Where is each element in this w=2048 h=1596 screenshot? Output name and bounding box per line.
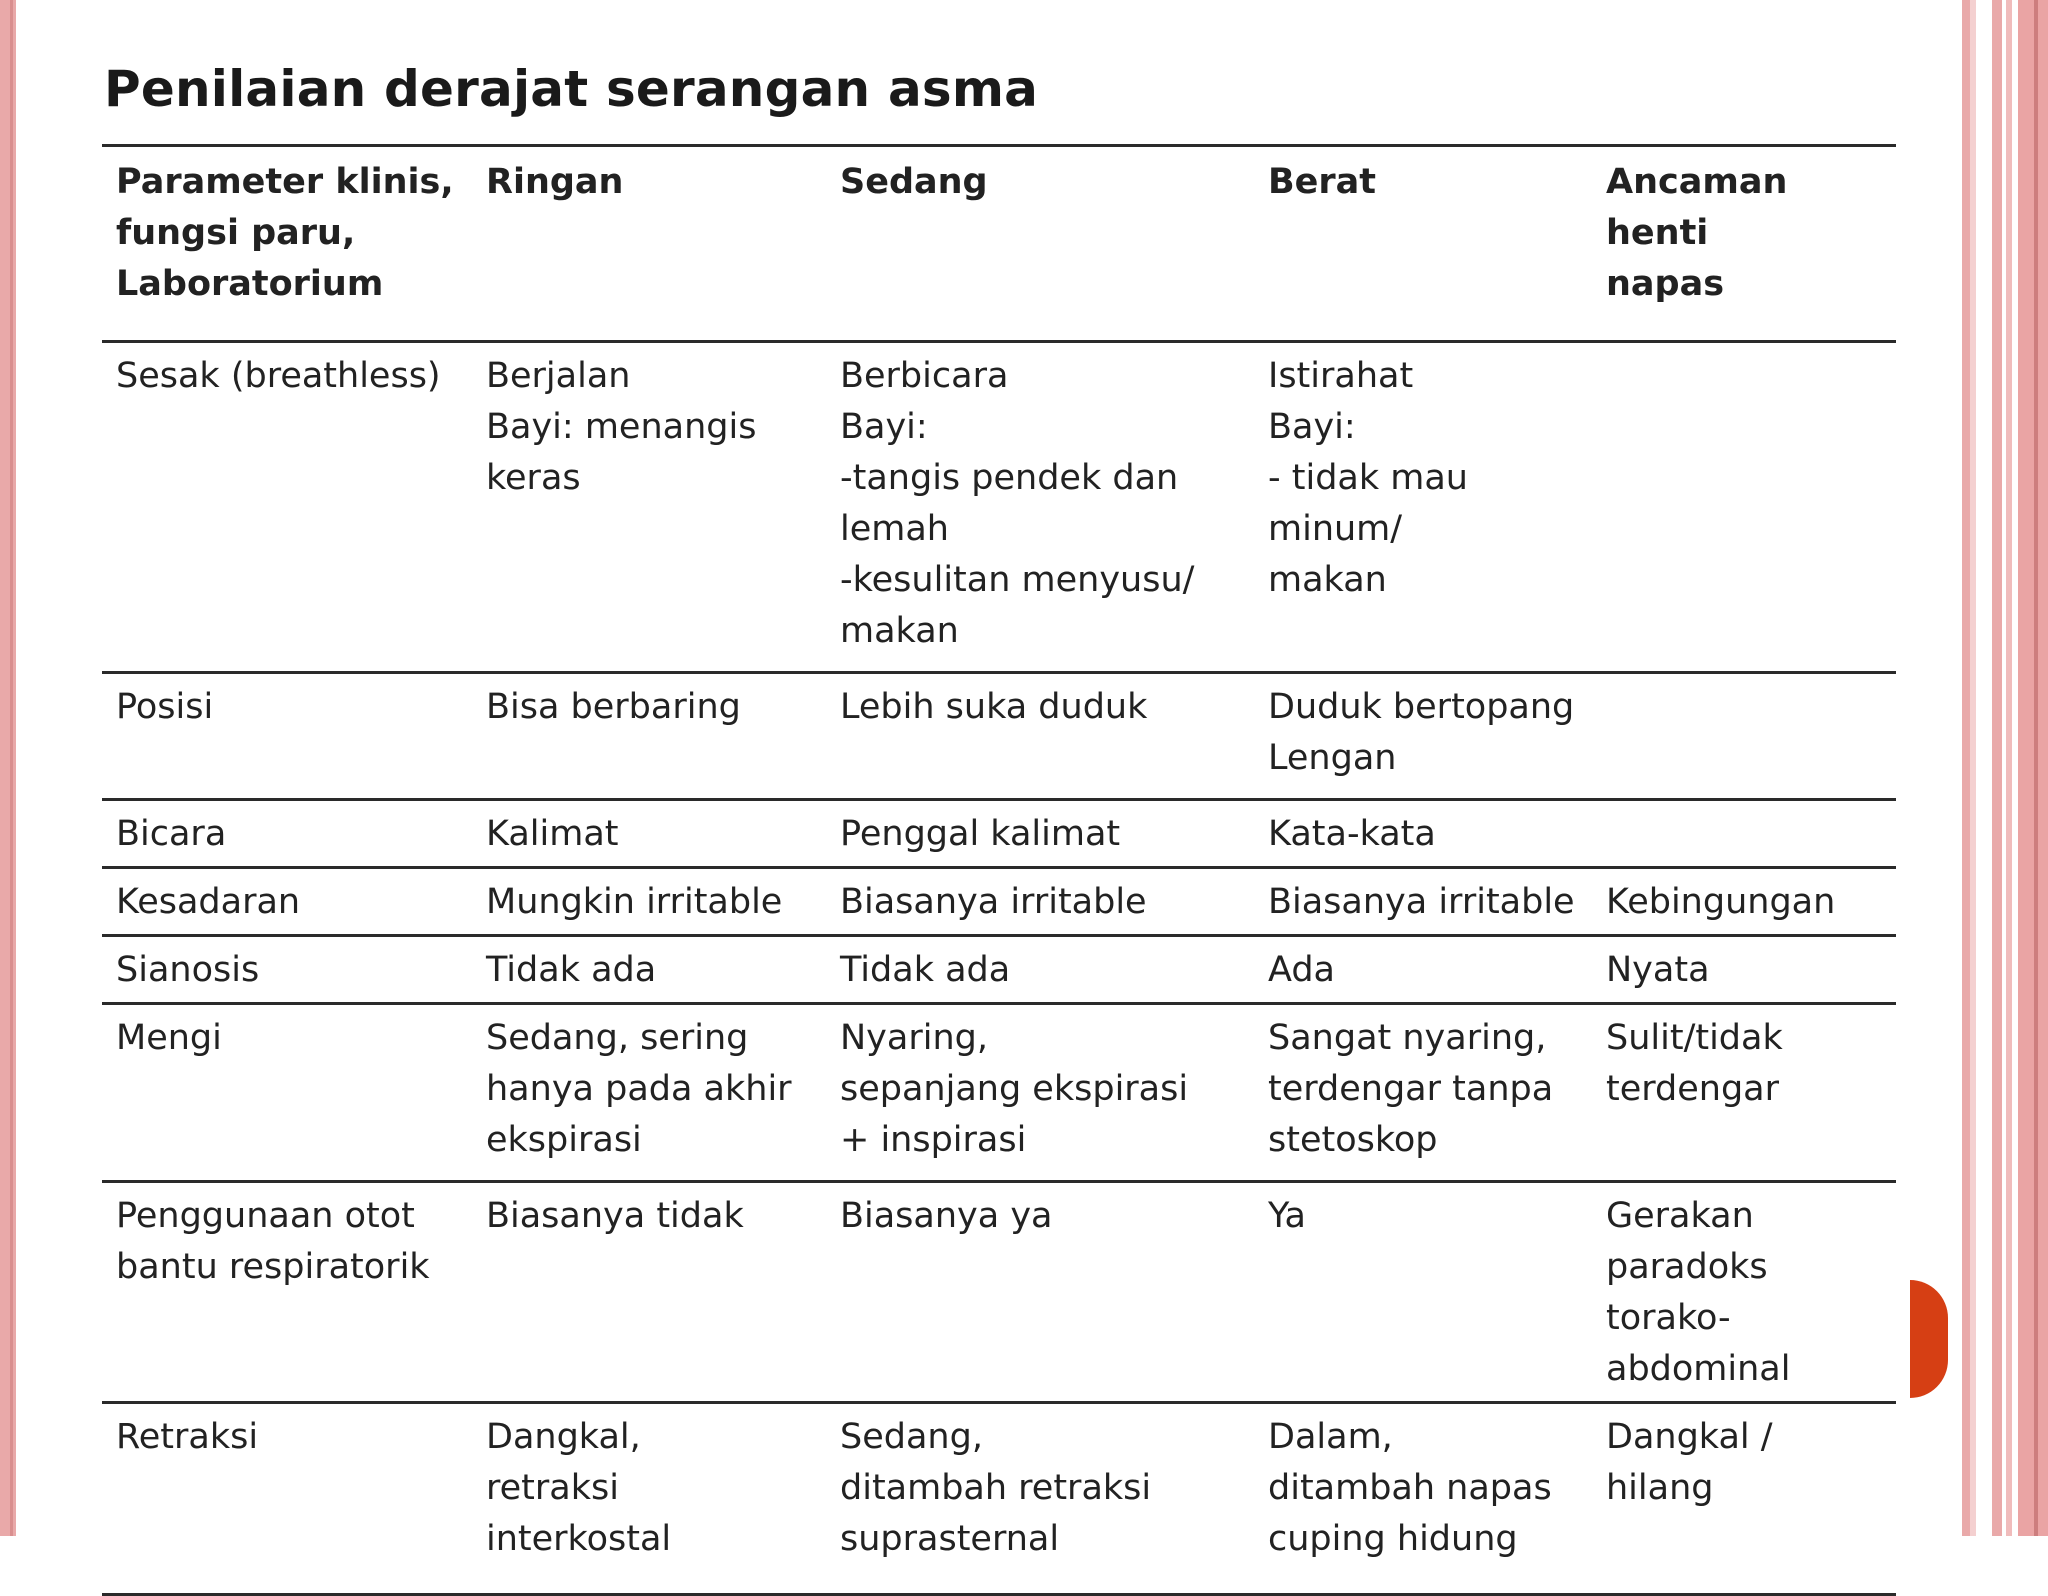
slide-frame-left-line [10, 0, 13, 1536]
table-cell: Kesadaran [102, 868, 472, 936]
frame-band [1962, 0, 1970, 1536]
table-cell: Dalam, ditambah napas cuping hidung [1254, 1403, 1592, 1595]
table-cell: Kebingungan [1592, 868, 1896, 936]
table-cell: Mengi [102, 1004, 472, 1182]
table-cell: Sangat nyaring, terdengar tanpa stetoskop [1254, 1004, 1592, 1182]
table-cell: Mungkin irritable [472, 868, 826, 936]
table-cell: Kalimat [472, 800, 826, 868]
table-cell: Berjalan Bayi: menangis keras [472, 342, 826, 673]
table-cell: Nyata [1592, 936, 1896, 1004]
table-cell: Ya [1254, 1182, 1592, 1403]
table-cell: Bicara [102, 800, 472, 868]
header-ancaman: Ancaman henti napas [1592, 146, 1896, 342]
table-header-row [102, 146, 1896, 342]
frame-band [1992, 0, 2002, 1536]
table-cell: Duduk bertopang Lengan [1254, 673, 1592, 800]
table-cell [1592, 342, 1896, 673]
table-cell: Biasanya ya [826, 1182, 1254, 1403]
table-row [102, 342, 1896, 673]
table-cell: Berbicara Bayi: -tangis pendek dan lemah -kesulitan menyusu/ makan [826, 342, 1254, 673]
table-cell: Gerakan paradoks torako-abdominal [1592, 1182, 1896, 1403]
table-cell: Penggunaan otot bantu respiratorik [102, 1182, 472, 1403]
table-row [102, 673, 1896, 800]
header-berat: Berat [1254, 146, 1592, 342]
table-cell: Biasanya tidak [472, 1182, 826, 1403]
table-cell: Bisa berbaring [472, 673, 826, 800]
asthma-severity-table [102, 144, 1896, 1596]
header-ringan: Ringan [472, 146, 826, 342]
table-cell: Sedang, ditambah retraksi suprasternal [826, 1403, 1254, 1595]
table-cell: Sedang, sering hanya pada akhir ekspirasi [472, 1004, 826, 1182]
table-row [102, 1004, 1896, 1182]
table-cell: Dangkal / hilang [1592, 1403, 1896, 1595]
frame-band [2018, 0, 2048, 1536]
slide-frame-right [1962, 0, 2048, 1536]
table-cell: Lebih suka duduk [826, 673, 1254, 800]
table-row [102, 800, 1896, 868]
frame-band [2006, 0, 2012, 1536]
table-row [102, 868, 1896, 936]
accent-half-circle [1910, 1280, 1948, 1398]
table-cell: Sianosis [102, 936, 472, 1004]
header-parameter: Parameter klinis, fungsi paru, Laboratorium [102, 146, 472, 342]
table-cell: Nyaring, sepanjang ekspirasi + inspirasi [826, 1004, 1254, 1182]
table-cell: Dangkal, retraksi interkostal [472, 1403, 826, 1595]
frame-band [2034, 0, 2038, 1536]
table-cell: Kata-kata [1254, 800, 1592, 868]
table-cell: Tidak ada [472, 936, 826, 1004]
table-cell [1592, 800, 1896, 868]
table-cell: Tidak ada [826, 936, 1254, 1004]
table-cell [1592, 673, 1896, 800]
table-cell: Sulit/tidak terdengar [1592, 1004, 1896, 1182]
header-sedang: Sedang [826, 146, 1254, 342]
table-cell: Posisi [102, 673, 472, 800]
slide-frame-left [0, 0, 16, 1536]
table-cell: Istirahat Bayi: - tidak mau minum/ makan [1254, 342, 1592, 673]
table-cell: Biasanya irritable [826, 868, 1254, 936]
table-row [102, 1182, 1896, 1403]
table-cell: Biasanya irritable [1254, 868, 1592, 936]
table-cell: Ada [1254, 936, 1592, 1004]
table-cell: Sesak (breathless) [102, 342, 472, 673]
table-row [102, 936, 1896, 1004]
table-row [102, 1403, 1896, 1595]
table-cell: Penggal kalimat [826, 800, 1254, 868]
table-cell: Retraksi [102, 1403, 472, 1595]
frame-band [1970, 0, 1976, 1536]
page-title: Penilaian derajat serangan asma [104, 60, 1039, 118]
